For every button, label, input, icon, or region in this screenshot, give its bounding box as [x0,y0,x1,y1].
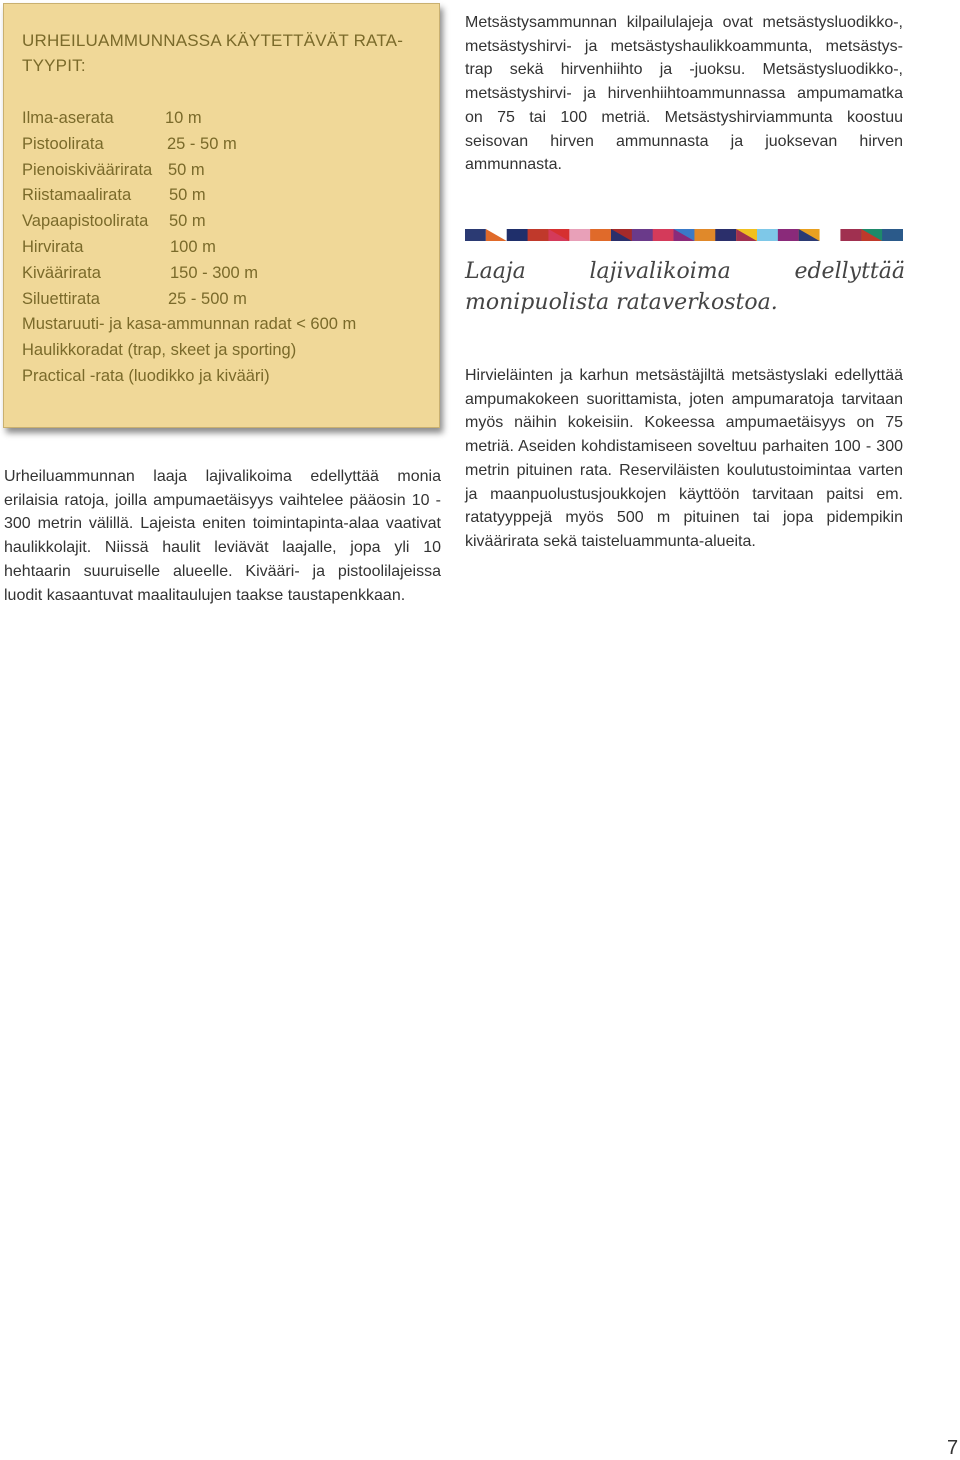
strip-segment [757,229,778,241]
strip-segment [465,229,486,241]
range-name: Siluettirata [22,289,100,308]
strip-segment [715,229,736,241]
range-distance: 50 m [169,212,206,231]
range-item [22,209,437,235]
range-distance: 10 m [165,109,202,127]
left-body-paragraph: Urheiluammunnan laaja lajivalikoima edellyttää monia erilaisia ratoja, joilla ampumaetäisyys vaihtelee pääosin 10 - 300 metrin välillä. Lajeista eniten toimintapinta-alaa vaativat haulikkolajit. Niissä haulit leviävät laajalle, jopa yli 10 hehtaarin suuruiselle alueelle. Kivääri- ja pistoolilajeissa luodit kasaantuvat maalitaulujen taakse taustapenkkaan. [4,468,441,604]
range-item [22,364,437,390]
strip-segment [882,229,903,241]
strip-segment [694,229,715,241]
range-name: Kiväärirata [22,263,101,282]
range-item [22,132,437,158]
range-name: Pistoolirata [22,134,104,153]
strip-segment [778,229,799,241]
strip-segment [820,229,841,241]
range-name: Vapaapistoolirata [22,212,149,231]
range-item [22,261,437,287]
decorative-color-strip [465,229,903,241]
strip-segment [507,229,528,241]
range-list [22,106,437,390]
range-distance: 50 m [168,160,205,179]
range-distance: 150 - 300 m [170,263,259,282]
range-distance: 25 - 50 m [167,134,237,153]
range-name: Pienoiskiväärirata [22,160,153,179]
range-name: Hirvirata [22,237,84,256]
strip-segment [840,229,861,241]
range-item [22,235,437,261]
range-item [22,158,437,184]
range-name: Practical -rata (luodikko ja kivääri) [22,366,270,385]
strip-segment [632,229,653,241]
range-name: Ilma-aserata [22,109,114,127]
range-types-box [3,3,440,428]
strip-segment [653,229,674,241]
range-item [22,312,437,338]
right-body-paragraph-2: Hirvieläinten ja karhun metsästäjiltä metsästyslaki edellyttää ampumakokeen suorittamista, joten ampumaratoja tarvitaan myös näihin kokeisiin. Kokeessa ampumaetäisyys on 75 metriä. Aseiden kohdistamiseen soveltuu parhaiten 100 - 300 metrin pituinen rata. Reserviläisten koulutustoimintaa varten ja maanpuolustusjoukkojen käyttöön tarvitaan paitsi em. ratatyyppejä myös 500 m pituinen tai jopa pidempikin kiväärirata sekä taisteluammunta-alueita. [465,367,903,550]
range-name: Mustaruuti- ja kasa-ammunnan radat < 600 m [22,315,357,334]
box-title: URHEILUAMMUNNASSA KÄYTETTÄVÄT RATA-TYYPIT: [22,31,404,75]
range-item [22,106,437,132]
range-name: Haulikkoradat (trap, skeet ja sporting) [22,341,297,360]
strip-segment [569,229,590,241]
section-heading: Laaja lajivalikoima edellyttää monipuolista rataverkostoa. [465,259,905,315]
range-distance: 100 m [170,237,216,256]
range-item [22,338,437,364]
range-item [22,287,437,313]
range-distance: 25 - 500 m [168,289,247,308]
strip-segment [590,229,611,241]
range-item [22,183,437,209]
strip-segment [528,229,549,241]
right-body-paragraph-1: Metsästysammunnan kilpailulajeja ovat metsästysluodikko-, metsästyshirvi- ja metsästyshaulikkoammunta, metsästys-trap sekä hirvenhiihto ja -juoksu. Metsästysluodikko-, metsästyshirvi- ja hirvenhiihtoammunnassa ampumamatka on 75 tai 100 metriä. Metsästyshirviammunta koostuu seisovan hirven ammunnasta ja juoksevan hirven ammunnasta. [465,14,903,174]
range-distance: 50 m [169,186,206,205]
page-number: 7 [947,1437,959,1459]
range-name: Riistamaalirata [22,186,132,205]
